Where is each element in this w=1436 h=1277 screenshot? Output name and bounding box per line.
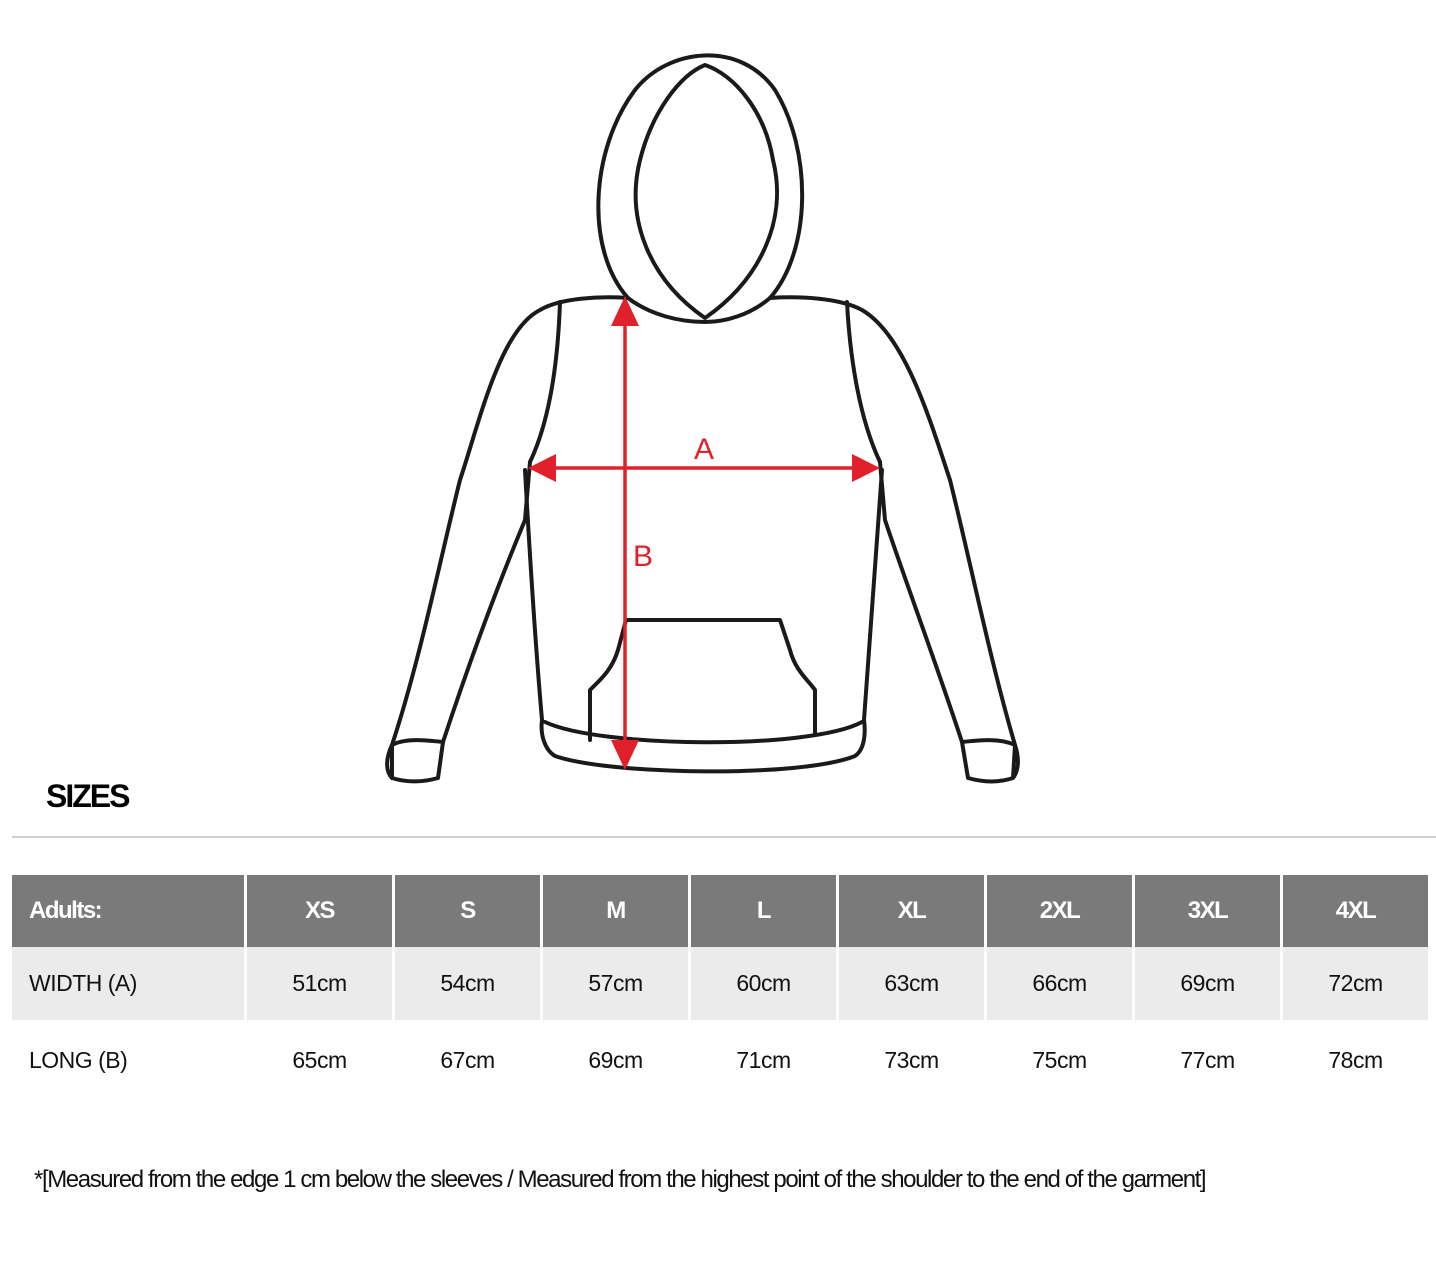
label-a: A [694,433,715,466]
hood-outer [598,55,802,322]
table-row-width [12,947,1428,1020]
hood-inner [636,65,777,318]
long-cell: 67cm [395,1020,540,1097]
size-table [9,875,1431,1097]
header-size-xs: XS [247,875,392,947]
footnote: *[Measured from the edge 1 cm below the sleeves / Measured from the highest point of the shoulder to the end of the garment] [34,1166,1206,1193]
right-cuff [962,740,1015,781]
measurement-arrows [528,296,880,770]
left-cuff [392,740,443,781]
long-cell: 71cm [691,1020,836,1097]
width-cell: 69cm [1135,947,1280,1020]
long-cell: 69cm [543,1020,688,1097]
header-size-s: S [395,875,540,947]
width-cell: 60cm [691,947,836,1020]
header-size-4xl: 4XL [1283,875,1428,947]
width-cell: 66cm [987,947,1132,1020]
sizes-title: SIZES [46,778,129,814]
body-left-side [525,470,542,720]
header-size-l: L [691,875,836,947]
width-arrow-right-head [852,454,880,482]
right-sleeve-inner [880,462,962,742]
right-sleeve-outer [770,297,1018,778]
header-size-xl: XL [839,875,984,947]
left-armhole [530,302,560,462]
table-header-row [12,875,1428,947]
width-cell: 51cm [247,947,392,1020]
row-label-width: WIDTH (A) [12,947,244,1020]
right-armhole [847,302,880,462]
long-cell: 77cm [1135,1020,1280,1097]
table-row-long [12,1020,1428,1097]
width-cell: 72cm [1283,947,1428,1020]
hoodie-outline [387,55,1018,781]
header-size-2xl: 2XL [987,875,1132,947]
long-cell: 78cm [1283,1020,1428,1097]
divider [12,836,1436,838]
long-cell: 73cm [839,1020,984,1097]
label-b: B [633,540,654,573]
long-cell: 65cm [247,1020,392,1097]
header-size-m: M [543,875,688,947]
width-cell: 54cm [395,947,540,1020]
width-cell: 57cm [543,947,688,1020]
width-cell: 63cm [839,947,984,1020]
body-right-side [864,470,882,720]
row-label-long: LONG (B) [12,1020,244,1097]
header-size-3xl: 3XL [1135,875,1280,947]
long-cell: 75cm [987,1020,1132,1097]
header-adults: Adults: [12,875,244,947]
